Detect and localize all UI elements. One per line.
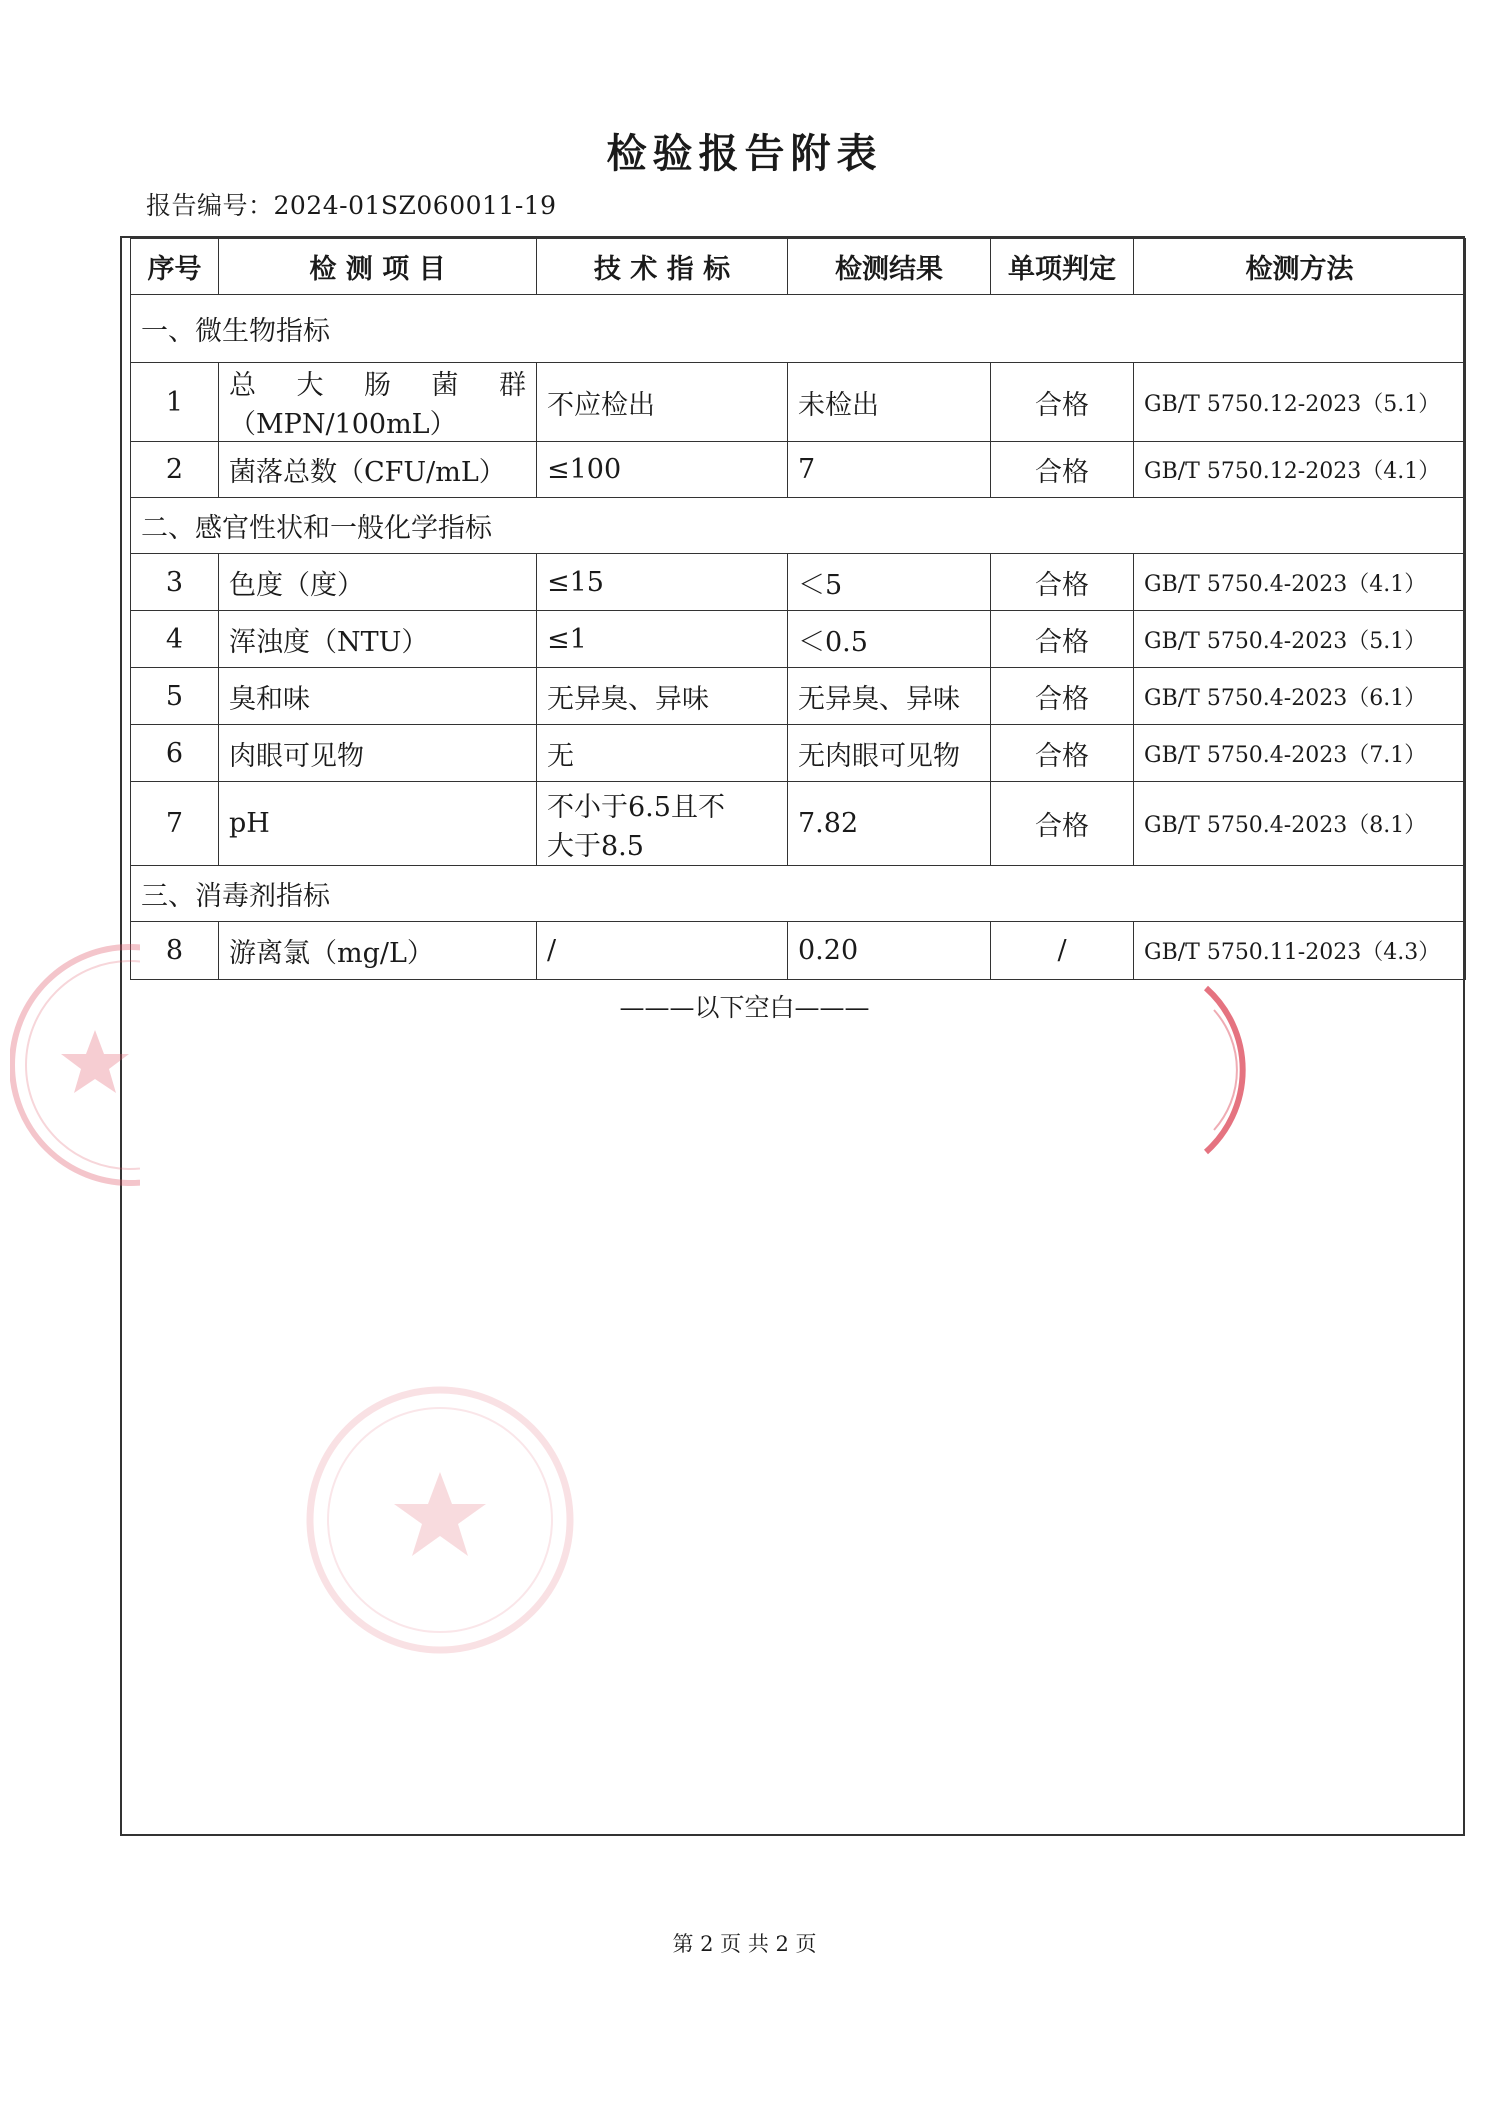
cell-spec-line1: 不小于6.5且不 [547, 791, 725, 823]
blank-below-note: ———以下空白——— [619, 993, 870, 1022]
cell-spec: 无异臭、异味 [537, 668, 788, 725]
table-row [131, 554, 1466, 611]
results-table [130, 238, 1466, 980]
cell-method: GB/T 5750.12-2023（4.1） [1134, 442, 1466, 498]
table-row [131, 363, 1466, 442]
table-row [131, 725, 1466, 782]
cell-no: 1 [131, 363, 219, 442]
section-row [131, 498, 1466, 554]
section-row [131, 866, 1466, 922]
cell-judge: / [991, 922, 1134, 980]
cell-spec: ≤100 [537, 442, 788, 498]
cell-judge: 合格 [991, 611, 1134, 668]
cell-judge: 合格 [991, 554, 1134, 611]
cell-judge: 合格 [991, 668, 1134, 725]
cell-item: 色度（度） [219, 554, 537, 611]
cell-judge: 合格 [991, 782, 1134, 866]
cell-result: ＜0.5 [788, 611, 991, 668]
cell-item: 臭和味 [219, 668, 537, 725]
cell-no: 3 [131, 554, 219, 611]
cell-no: 4 [131, 611, 219, 668]
cell-item: 肉眼可见物 [219, 725, 537, 782]
cell-result: 7.82 [788, 782, 991, 866]
cell-result: 0.20 [788, 922, 991, 980]
cell-method: GB/T 5750.4-2023（7.1） [1134, 725, 1466, 782]
cell-spec: / [537, 922, 788, 980]
cell-item [219, 363, 537, 442]
cell-judge: 合格 [991, 442, 1134, 498]
header-method: 检测方法 [1134, 239, 1466, 295]
cell-spec: ≤15 [537, 554, 788, 611]
section-title: 三、消毒剂指标 [131, 866, 1466, 922]
cell-spec [537, 782, 788, 866]
cell-judge: 合格 [991, 363, 1134, 442]
cell-spec: 无 [537, 725, 788, 782]
header-item: 检 测 项 目 [219, 239, 537, 295]
report-title: 检验报告附表 [606, 131, 883, 177]
header-spec: 技 术 指 标 [537, 239, 788, 295]
table-row [131, 922, 1466, 980]
table-row [131, 442, 1466, 498]
header-judge: 单项判定 [991, 239, 1134, 295]
cell-method: GB/T 5750.4-2023（8.1） [1134, 782, 1466, 866]
cell-method: GB/T 5750.12-2023（5.1） [1134, 363, 1466, 442]
cell-no: 5 [131, 668, 219, 725]
table-row [131, 782, 1466, 866]
cell-spec-line2: 大于8.5 [547, 830, 644, 862]
table-row [131, 611, 1466, 668]
table-row [131, 668, 1466, 725]
cell-item: 浑浊度（NTU） [219, 611, 537, 668]
cell-result: 未检出 [788, 363, 991, 442]
cell-item: 菌落总数（CFU/mL） [219, 442, 537, 498]
cell-no: 7 [131, 782, 219, 866]
cell-result: 无肉眼可见物 [788, 725, 991, 782]
page-footer: 第 2 页 共 2 页 [672, 1932, 817, 1956]
header-no: 序号 [131, 239, 219, 295]
cell-method: GB/T 5750.4-2023（5.1） [1134, 611, 1466, 668]
report-number: 报告编号：2024-01SZ060011-19 [146, 191, 557, 220]
cell-no: 6 [131, 725, 219, 782]
cell-item-line1: 总 大 肠 菌 群 [229, 370, 526, 401]
section-title: 一、微生物指标 [131, 295, 1466, 363]
header-row [131, 239, 1466, 295]
section-row [131, 295, 1466, 363]
cell-no: 8 [131, 922, 219, 980]
cell-method: GB/T 5750.4-2023（6.1） [1134, 668, 1466, 725]
cell-item: 游离氯（mg/L） [219, 922, 537, 980]
section-title: 二、感官性状和一般化学指标 [131, 498, 1466, 554]
cell-method: GB/T 5750.11-2023（4.3） [1134, 922, 1466, 980]
cell-result: ＜5 [788, 554, 991, 611]
cell-method: GB/T 5750.4-2023（4.1） [1134, 554, 1466, 611]
cell-result: 7 [788, 442, 991, 498]
cell-result: 无异臭、异味 [788, 668, 991, 725]
cell-spec: 不应检出 [537, 363, 788, 442]
cell-judge: 合格 [991, 725, 1134, 782]
cell-no: 2 [131, 442, 219, 498]
cell-item-line2: （MPN/100mL） [229, 409, 457, 440]
cell-item: pH [219, 782, 537, 866]
header-result: 检测结果 [788, 239, 991, 295]
cell-spec: ≤1 [537, 611, 788, 668]
